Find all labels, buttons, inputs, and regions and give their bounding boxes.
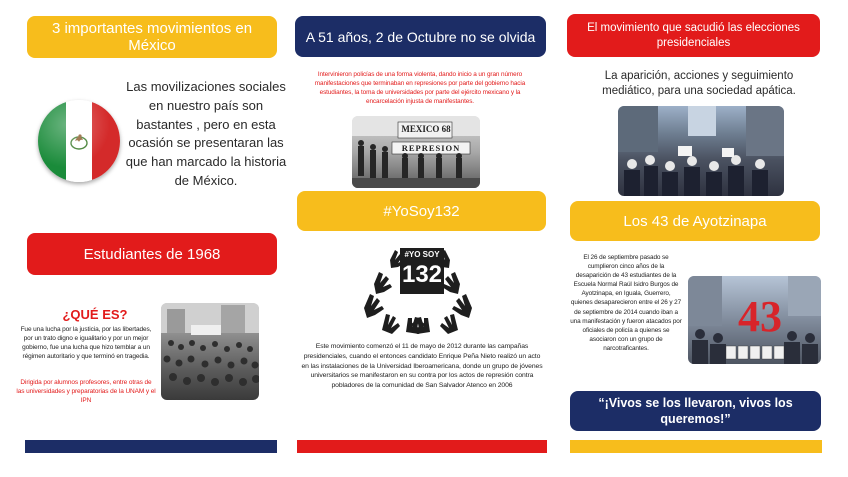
que-es-text: Fue una lucha por la justicia, por las libertades, por un trato digno e igualitario y por un mejor gobierno, fue una lucha que hizo temblar a un régimen autoritario y que terminó en tragedia. [20, 326, 152, 360]
yosoy132-logo [360, 238, 484, 334]
march-crowd-photo [618, 106, 784, 196]
logo-top-text: #YO SOY [404, 250, 440, 259]
bottom-bar-yellow [570, 440, 822, 453]
quote-banner [570, 391, 821, 431]
title-yosoy132: #YoSoy132 [383, 202, 460, 220]
photo-sign-represion: REPRESION [401, 143, 461, 153]
mexico-flag-circle [38, 100, 120, 182]
ayotzinapa-text: El 26 de septiembre pasado se cumplieron cinco años de la desaparición de 43 estudiantes de la Escuela Normal Raúl Isidro Burgos de Ayotzinapa, en Iguala, Guerrero, quienes desaparecieron entre el 26 y 27 de septiembre de 2014 cuando iban a una manifestación y fueron atacados por oficiales de policía a quienes se asociaron con un grupo de narcotraficantes. [570, 254, 682, 352]
title-ayotzinapa: Los 43 de Ayotzinapa [623, 212, 767, 230]
ayotzinapa-43-photo [688, 276, 821, 364]
photo-sign-mexico68: MEXICO 68 [401, 124, 451, 134]
title-banner-movements [27, 16, 277, 58]
title-banner-elections [567, 14, 820, 57]
title-movements: 3 importantes movimientos en México [51, 20, 253, 54]
crowd-icon [161, 303, 259, 400]
title-banner-students [27, 233, 277, 275]
photo-43-number: 43 [738, 292, 782, 341]
title-banner-ayotzinapa [570, 201, 820, 241]
title-october: A 51 años, 2 de Octubre no se olvida [305, 28, 536, 45]
march-crowd-icon [618, 106, 784, 196]
students-1968-photo [161, 303, 259, 400]
yosoy132-text: Este movimiento comenzó el 11 de mayo de 2012 durante las campañas presidenciales, cuando el entonces candidato Enrique Peña Nieto realizó un acto en las instalaciones de la Universidad Iberoamericana, donde un grupo de jóvenes universitarios se manifestaron en su contra por los actos de represión contra pobladores de la comunidad de San Salvador Atenco en 2006 [301, 343, 543, 390]
bottom-bar-red [297, 440, 547, 453]
title-banner-yosoy132 [297, 191, 546, 231]
intro-text: Las movilizaciones sociales en nuestro país son bastantes , pero en esta ocasión se presentaran las que han marcado la historia de México. [125, 79, 287, 188]
title-banner-october [295, 16, 546, 57]
title-elections: El movimiento que sacudió las elecciones presidenciales [587, 21, 800, 49]
directed-text: Dirigida por alumnos profesores, entre otras de las universidades y preparatorias de la UNAM y el IPN [16, 379, 156, 404]
bottom-bar-navy [25, 440, 277, 453]
protest-1968-photo [352, 116, 480, 188]
october-red-text: Intervinieron policías de una forma violenta, dando inicio a un gran número manifestaciones que terminaban en represiones por parte del gobierno hacia estudiantes, la toma de universidades por parte del ejército mexicano y la encarcelación injusta de manifestantes. [314, 71, 526, 105]
que-es-heading: ¿QUÉ ES? [62, 307, 128, 322]
logo-number: 132 [401, 261, 443, 288]
quote-text: “¡Vivos se los llevaron, vivos los queremos!” [598, 396, 793, 426]
elections-intro: La aparición, acciones y seguimiento mediático, para una sociedad apática. [602, 70, 796, 97]
title-students: Estudiantes de 1968 [83, 245, 221, 263]
